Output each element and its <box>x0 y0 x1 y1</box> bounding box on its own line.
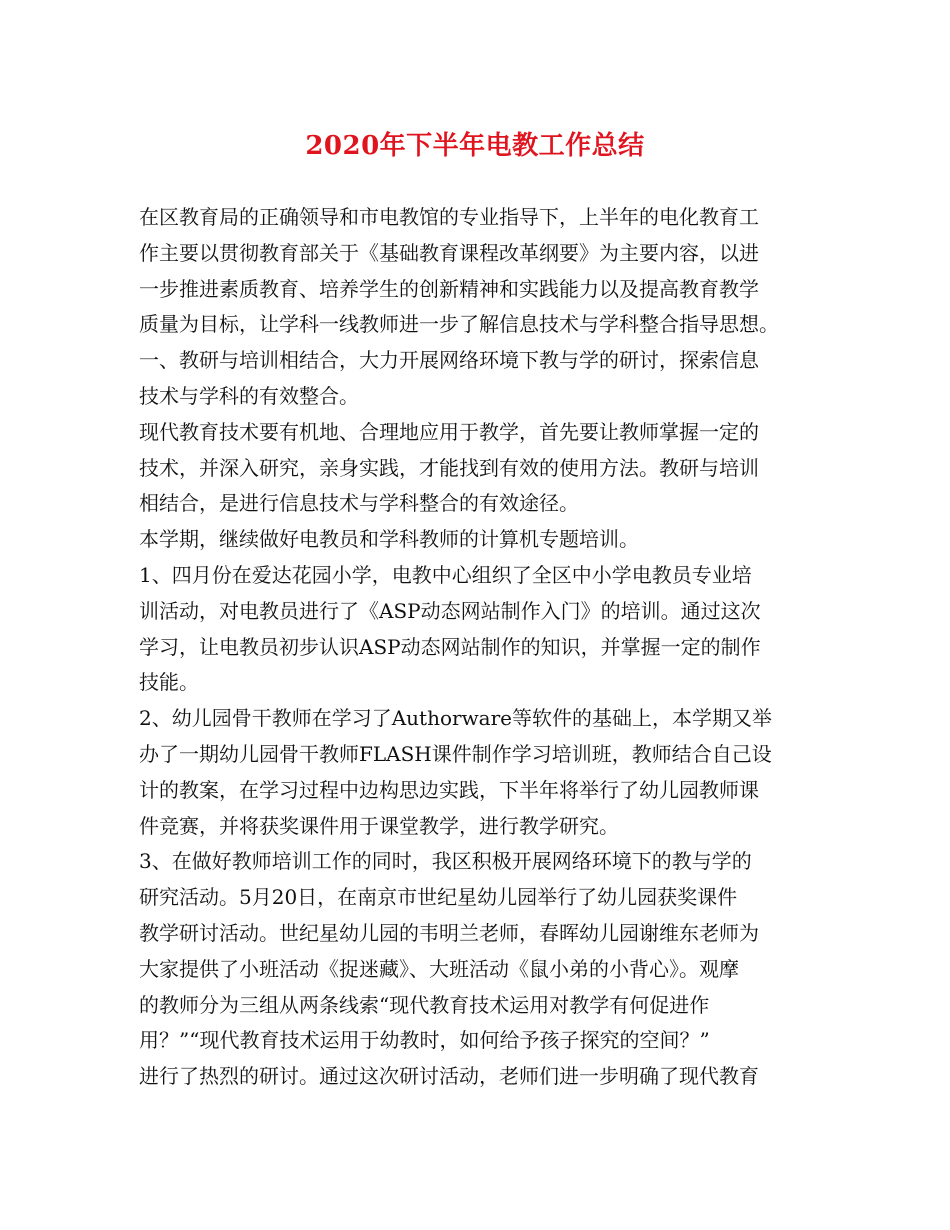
body-line-6: 技术与学科的有效整合。 <box>139 383 359 408</box>
body-line-12: 训活动，对电教员进行了《ASP动态网站制作入门》的培训。通过这次 <box>139 598 761 623</box>
body-line-22: 大家提供了小班活动《捉迷藏》、大班活动《鼠小弟的小背心》。观摩 <box>139 956 739 981</box>
document-title: 2020年下半年电教工作总结 <box>305 131 645 161</box>
body-line-15: 2、幼儿园骨干教师在学习了Authorware等软件的基础上，本学期又举 <box>139 706 773 731</box>
body-line-21: 教学研讨活动。世纪星幼儿园的韦明兰老师，春晖幼儿园谢维东老师为 <box>139 920 759 945</box>
body-line-19: 3、在做好教师培训工作的同时，我区积极开展网络环境下的教与学的 <box>139 849 752 874</box>
body-line-9: 相结合，是进行信息技术与学科整合的有效途径。 <box>139 491 579 516</box>
body-line-10: 本学期，继续做好电教员和学科教师的计算机专题培训。 <box>139 527 639 552</box>
body-line-3: 一步推进素质教育、培养学生的创新精神和实践能力以及提高教育教学 <box>139 276 759 301</box>
body-line-24: 用？”“现代教育技术运用于幼教时，如何给予孩子探究的空间？” <box>139 1028 710 1053</box>
body-line-23: 的教师分为三组从两条线索“现代教育技术运用对教学有何促进作 <box>139 992 710 1017</box>
document-body <box>139 200 829 1095</box>
body-line-13: 学习，让电教员初步认识ASP动态网站制作的知识，并掌握一定的制作 <box>139 634 761 659</box>
body-line-16: 办了一期幼儿园骨干教师FLASH课件制作学习培训班，教师结合自己设 <box>139 741 772 766</box>
body-line-18: 件竞赛，并将获奖课件用于课堂教学，进行教学研究。 <box>139 813 619 838</box>
body-line-11: 1、四月份在爱达花园小学，电教中心组织了全区中小学电教员专业培 <box>139 562 752 587</box>
body-line-8: 技术，并深入研究，亲身实践，才能找到有效的使用方法。教研与培训 <box>139 455 759 480</box>
body-line-20: 研究活动。5月20日，在南京市世纪星幼儿园举行了幼儿园获奖课件 <box>139 885 738 910</box>
body-line-4: 质量为目标，让学科一线教师进一步了解信息技术与学科整合指导思想。 <box>139 312 779 337</box>
body-line-2: 作主要以贯彻教育部关于《基础教育课程改革纲要》为主要内容，以进 <box>139 240 759 265</box>
body-line-7: 现代教育技术要有机地、合理地应用于教学，首先要让教师掌握一定的 <box>139 419 759 444</box>
body-line-17: 计的教案，在学习过程中边构思边实践，下半年将举行了幼儿园教师课 <box>139 777 759 802</box>
body-line-25: 进行了热烈的研讨。通过这次研讨活动，老师们进一步明确了现代教育 <box>139 1064 759 1089</box>
body-line-5: 一、教研与培训相结合，大力开展网络环境下教与学的研讨，探索信息 <box>139 348 759 373</box>
body-line-1: 在区教育局的正确领导和市电教馆的专业指导下，上半年的电化教育工 <box>139 205 759 229</box>
body-line-14: 技能。 <box>139 670 199 695</box>
